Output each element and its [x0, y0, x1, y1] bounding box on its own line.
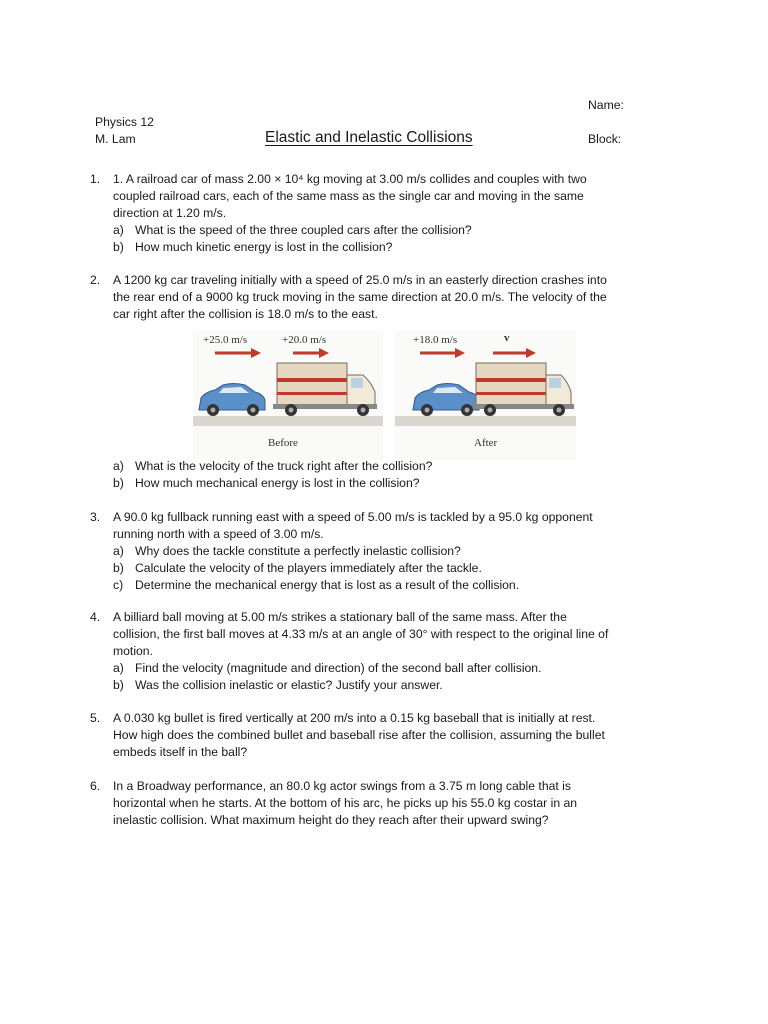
question-number: 4.: [90, 610, 101, 624]
before-caption: Before: [268, 437, 298, 449]
question-4: [90, 609, 690, 694]
question-text-line: In a Broadway performance, an 80.0 kg actor swings from a 3.75 m long cable that is: [113, 779, 571, 793]
part-label: a): [113, 661, 124, 675]
question-part: [113, 543, 690, 560]
part-text: Calculate the velocity of the players immediately after the tackle.: [135, 561, 482, 575]
question-part: [113, 239, 690, 256]
question-part: [113, 458, 690, 475]
part-label: b): [113, 561, 124, 575]
question-text-line: A 90.0 kg fullback running east with a speed of 5.00 m/s is tackled by a 95.0 kg opponent: [113, 510, 593, 524]
after-truck-velocity-label: v⃗: [504, 332, 519, 344]
before-car-speed-label: +25.0 m/s: [203, 334, 248, 346]
part-text: What is the speed of the three coupled cars after the collision?: [135, 223, 472, 237]
question-part: [113, 677, 690, 694]
question-part: [113, 577, 690, 594]
question-part: [113, 475, 690, 492]
collision-diagram: [193, 330, 576, 460]
part-label: c): [113, 578, 124, 592]
question-6: [90, 778, 690, 829]
part-label: a): [113, 223, 124, 237]
question-5: [90, 710, 690, 761]
part-text: Why does the tackle constitute a perfectly inelastic collision?: [135, 544, 461, 558]
part-label: a): [113, 459, 124, 473]
teacher-name: M. Lam: [95, 132, 136, 146]
part-label: b): [113, 678, 124, 692]
question-number: 3.: [90, 510, 101, 524]
part-text: What is the velocity of the truck right after the collision?: [135, 459, 433, 473]
question-number: 5.: [90, 711, 101, 725]
part-label: b): [113, 240, 124, 254]
part-label: a): [113, 544, 124, 558]
question-number: 6.: [90, 779, 101, 793]
question-text-line: inelastic collision. What maximum height do they reach after their upward swing?: [113, 813, 549, 827]
question-text-line: A 0.030 kg bullet is fired vertically at 200 m/s into a 0.15 kg baseball that is initially at rest.: [113, 711, 596, 725]
question-3: [90, 509, 690, 594]
question-text-line: car right after the collision is 18.0 m/s to the east.: [113, 307, 378, 321]
ground: [395, 416, 576, 426]
question-text-line: horizontal when he starts. At the bottom of his arc, he picks up his 55.0 kg costar in an: [113, 796, 578, 810]
ground: [193, 416, 383, 426]
question-text-line: direction at 1.20 m/s.: [113, 206, 227, 220]
course-name: Physics 12: [95, 115, 154, 129]
part-text: Determine the mechanical energy that is lost as a result of the collision.: [135, 578, 520, 592]
question-part: [113, 660, 690, 677]
question-text-line: the rear end of a 9000 kg truck moving in the same direction at 20.0 m/s. The velocity of the: [113, 290, 607, 304]
name-label: Name:: [588, 98, 624, 112]
question-text-line: How high does the combined bullet and baseball rise after the collision, assuming the bullet: [113, 728, 605, 742]
question-part: [113, 222, 690, 239]
question-number: 1.: [90, 172, 101, 186]
question-2: [90, 272, 690, 323]
question-text-line: A billiard ball moving at 5.00 m/s strikes a stationary ball of the same mass. After the: [113, 610, 567, 624]
question-2-parts: [90, 458, 690, 492]
part-label: b): [113, 476, 124, 490]
before-truck-speed-label: +20.0 m/s: [282, 334, 327, 346]
block-label: Block:: [588, 132, 622, 146]
question-text-line: 1. A railroad car of mass 2.00 × 10⁴ kg moving at 3.00 m/s collides and couples with two: [113, 172, 587, 186]
question-part: [113, 560, 690, 577]
after-caption: After: [474, 437, 498, 449]
question-text-line: coupled railroad cars, each of the same mass as the single car and moving in the same: [113, 189, 584, 203]
collision-figure: [193, 330, 576, 460]
part-text: How much mechanical energy is lost in the collision?: [135, 476, 420, 490]
question-text-line: running north with a speed of 3.00 m/s.: [113, 527, 324, 541]
question-1: [90, 171, 690, 256]
page-title: Elastic and Inelastic Collisions: [265, 129, 473, 146]
after-car-speed-label: +18.0 m/s: [413, 334, 458, 346]
question-text-line: A 1200 kg car traveling initially with a speed of 25.0 m/s in an easterly direction crashes into: [113, 273, 607, 287]
question-text-line: collision, the first ball moves at 4.33 m/s at an angle of 30° with respect to the original line of: [113, 627, 609, 641]
part-text: Was the collision inelastic or elastic? Justify your answer.: [135, 678, 443, 692]
question-text-line: motion.: [113, 644, 153, 658]
part-text: Find the velocity (magnitude and direction) of the second ball after collision.: [135, 661, 542, 675]
question-text-line: embeds itself in the ball?: [113, 745, 248, 759]
question-number: 2.: [90, 273, 101, 287]
part-text: How much kinetic energy is lost in the collision?: [135, 240, 393, 254]
